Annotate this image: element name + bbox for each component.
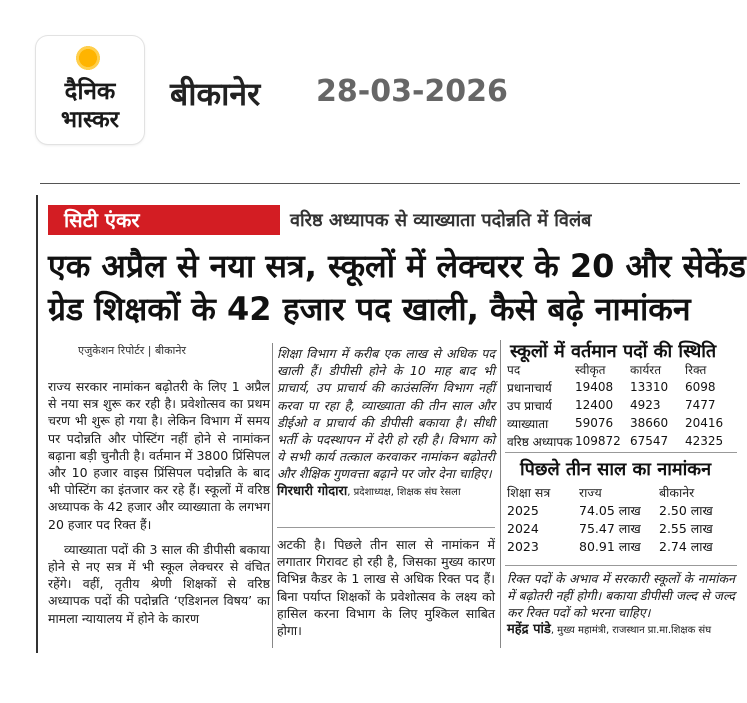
cell: 2024 xyxy=(507,520,539,536)
section-badge: सिटी एंकर xyxy=(48,205,280,235)
quote-box-1 xyxy=(277,345,495,501)
cell: 7477 xyxy=(685,398,716,412)
table-row xyxy=(507,519,735,537)
quote-author xyxy=(507,621,735,639)
table-header-row xyxy=(507,360,735,378)
table-row xyxy=(507,414,735,432)
header-cell: पद xyxy=(507,362,521,377)
headline-line-1: एक अप्रैल से नया सत्र, स्कूलों में लेक्चरर के 20 और सेकेंड xyxy=(48,247,746,285)
table-row xyxy=(507,378,735,396)
cell: 2023 xyxy=(507,538,539,554)
quote-author-role: , मुख्य महामंत्री, राजस्थान प्रा.मा.शिक्षक संघ xyxy=(550,625,712,636)
divider xyxy=(505,452,737,453)
cell: 2.55 लाख xyxy=(659,520,713,536)
enrollment-table-title: पिछले तीन साल का नामांकन xyxy=(520,459,712,480)
cell: 67547 xyxy=(630,434,669,448)
column-divider xyxy=(500,340,501,648)
cell: 4923 xyxy=(630,398,661,412)
cell: 13310 xyxy=(630,380,669,394)
header-cell: कार्यरत xyxy=(630,362,662,377)
article-column-2 xyxy=(277,536,495,639)
header-cell: बीकानेर xyxy=(659,484,695,500)
article-column-1 xyxy=(48,378,270,627)
cell: व्याख्याता xyxy=(507,416,549,431)
enrollment-table xyxy=(507,483,735,555)
cell: 74.05 लाख xyxy=(579,502,641,518)
edition-city[interactable]: बीकानेर xyxy=(170,75,261,113)
paragraph: राज्य सरकार नामांकन बढ़ोतरी के लिए 1 अप्रैल से नया सत्र शुरू कर रही है। प्रवेशोत्सव का प्रथम चरण भी शुरू हो गया है। लेकिन विभाग में समय पर पदोन्नति और पोस्टिंग नहीं होने से नामांकन बढ़ाना बड़ी चुनौती है। वर्तमान में 3800 प्रिंसिपल और 10 हजार वाइस प्रिंसिपल पदोन्नति के बाद भी पोस्टिंग का इंतजार कर रहे हैं। स्कूलों में वरिष्ठ अध्यापक के 42 हजार और व्याख्याता के लगभग 20 हजार पद रिक्त हैं। xyxy=(48,379,270,532)
cell: 42325 xyxy=(685,434,724,448)
table-row xyxy=(507,501,735,519)
header-cell: रिक्त xyxy=(685,362,707,377)
divider xyxy=(277,527,495,528)
paragraph: व्याख्याता पदों की 3 साल की डीपीसी बकाया होने से नए सत्र में भी स्कूल लेक्चरर से वंचित रहेंगे। वहीं, तृतीय श्रेणी शिक्षकों से वरिष्ठ अध्यापक पदों की पदोन्नति ‘एडिशनल विषय’ का मामला न्यायालय में होने के कारण xyxy=(48,541,270,626)
quote-author-name: महेंद्र पांडे xyxy=(507,622,551,637)
header-cell: स्वीकृत xyxy=(575,362,606,377)
dainik-bhaskar-logo[interactable] xyxy=(36,36,144,144)
cell: 20416 xyxy=(685,416,724,430)
divider xyxy=(505,565,737,566)
quote-author xyxy=(277,483,495,501)
column-divider xyxy=(272,343,273,648)
headline-line-2: ग्रेड शिक्षकों के 42 हजार पद खाली, कैसे बढ़े नामांकन xyxy=(48,290,691,328)
cell: 38660 xyxy=(630,416,669,430)
byline: एजुकेशन रिपोर्टर | बीकानेर xyxy=(78,344,186,357)
clip-top-rule xyxy=(40,183,740,184)
cell: 80.91 लाख xyxy=(579,538,641,554)
cell: 2.74 लाख xyxy=(659,538,713,554)
logo-line-2: भास्कर xyxy=(60,107,120,133)
kicker: वरिष्ठ अध्यापक से व्याख्याता पदोन्नति में विलंब xyxy=(290,210,592,231)
cell: 19408 xyxy=(575,380,614,394)
table-row xyxy=(507,396,735,414)
quote-author-name: गिरधारी गोदारा xyxy=(277,483,348,499)
table-row xyxy=(507,432,735,450)
edition-date[interactable]: 28-03-2026 xyxy=(316,74,508,109)
quote-text: शिक्षा विभाग में करीब एक लाख से अधिक पद खाली हैं। डीपीसी होने के 10 माह बाद भी प्राचार्य, उप प्राचार्य की काउंसलिंग विभाग नहीं करवा पा रहा है, व्याख्याता की तीन साल और डीईओ व प्राचार्य की डीपीसी बकाया है। सीधी भर्ती के पदस्थापन में देरी हो रही है। विभाग को ये सभी कार्य तत्काल करवाकर नामांकन बढ़ोतरी और शैक्षिक गुणवत्ता बढ़ाने पर जोर देना चाहिए। xyxy=(277,346,495,482)
header-cell: राज्य xyxy=(579,484,602,500)
cell: 75.47 लाख xyxy=(579,520,641,536)
cell: वरिष्ठ अध्यापक xyxy=(507,434,573,449)
quote-box-2 xyxy=(507,570,735,639)
quote-text: रिक्त पदों के अभाव में सरकारी स्कूलों के नामांकन में बढ़ोतरी नहीं होगी। बकाया डीपीसी जल्द से जल्द कर रिक्त पदों को भरना चाहिए। xyxy=(507,571,735,620)
paragraph: अटकी है। पिछले तीन साल से नामांकन में लगातार गिरावट हो रही है, जिसका मुख्य कारण विभिन्न कैडर के 1 लाख से अधिक रिक्त पद हैं। बिना पर्याप्त शिक्षकों के प्रवेशोत्सव के लक्ष्य को हासिल करना विभाग के लिए मुश्किल साबित होगा। xyxy=(277,537,495,639)
header-cell: शिक्षा सत्र xyxy=(507,484,551,500)
cell: प्रधानाचार्य xyxy=(507,380,552,395)
cell: 6098 xyxy=(685,380,716,394)
cell: 2025 xyxy=(507,502,539,518)
table-header-row xyxy=(507,483,735,501)
cell: 12400 xyxy=(575,398,614,412)
quote-author-role: , प्रदेशाध्यक्ष, शिक्षक संघ रेसला xyxy=(347,486,461,498)
sun-icon xyxy=(74,44,102,72)
posts-table-title: स्कूलों में वर्तमान पदों की स्थिति xyxy=(510,341,717,362)
cell: 109872 xyxy=(575,434,621,448)
logo-line-1: दैनिक xyxy=(64,77,116,105)
cell: 2.50 लाख xyxy=(659,502,713,518)
cell: 59076 xyxy=(575,416,614,430)
posts-table xyxy=(507,360,735,450)
cell: उप प्राचार्य xyxy=(507,398,552,413)
table-row xyxy=(507,537,735,555)
